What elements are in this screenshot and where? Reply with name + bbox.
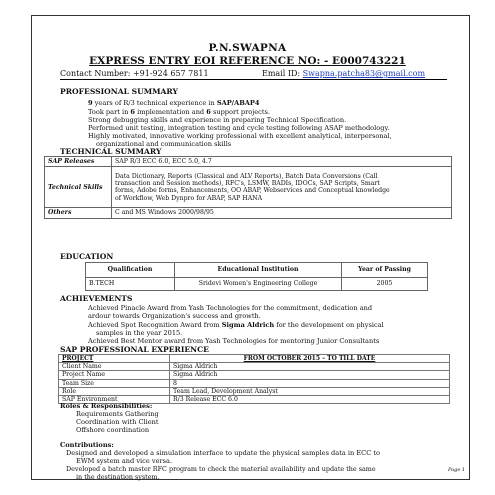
- table-row: [59, 355, 450, 363]
- contribution-line: Developed a batch master RFC program to check the material availability and update the same: [66, 465, 376, 473]
- table-cell: Project Name: [59, 371, 170, 379]
- achievement-line: Achieved Pinacle Award from Yash Technologies for the commitment, dedication and: [88, 304, 373, 312]
- skill-label: Technical Skills: [45, 167, 112, 208]
- achievement-line: ardour towards Organization's success and growth.: [88, 312, 261, 320]
- skill-value: Data Dictionary, Reports (Classical and ALV Reports), Batch Data Conversions (Call transaction and Session methods), RFC's, LSMW, BADIs, IDOCs, SAP Scripts, Smart forms, Adobe forms, Enhancements, OO ABAP, Webservices and Conceptual knowledge of Workflow, Web Dynpro for ABAP, SAP HANA: [112, 167, 452, 208]
- achievement-line: Achieved Best Mentor award from Yash Technologies for mentoring Junior Consultants: [88, 337, 380, 345]
- project-period: FROM OCTOBER 2015 – TO TILL DATE: [170, 355, 450, 363]
- education-table: [85, 262, 428, 291]
- header-divider: [60, 79, 447, 80]
- summary-line: Performed unit testing, integration testing and cycle testing following ASAP methodology.: [88, 124, 390, 132]
- summary-heading: PROFESSIONAL SUMMARY: [60, 87, 178, 96]
- table-row: [59, 363, 450, 371]
- table-cell: 2005: [342, 278, 428, 291]
- reference-number: EXPRESS ENTRY EOI REFERENCE NO: - E000743221: [89, 55, 406, 67]
- skill-value: C and MS Windows 2000/98/95: [112, 208, 452, 218]
- table-cell: 8: [170, 379, 450, 387]
- summary-line: Highly motivated, innovative working professional with excellent analytical, interpersonal,: [88, 132, 392, 140]
- achievement-line: Achieved Spot Recognition Award from Sigma Aldrich for the development on physical: [88, 321, 384, 329]
- column-header: Year of Passing: [342, 263, 428, 278]
- table-row: [45, 157, 452, 167]
- achievement-line: samples in the year 2015.: [96, 329, 183, 337]
- email-link[interactable]: Swapna.patcha83@gmail.com: [302, 69, 426, 78]
- skill-label: Others: [45, 208, 112, 218]
- table-cell: R/3 Release ECC 6.0: [170, 396, 450, 404]
- table-cell: SAP Environment: [59, 396, 170, 404]
- technical-skills-table: [44, 156, 452, 219]
- table-cell: Sigma Aldrich: [170, 363, 450, 371]
- table-row: [59, 371, 450, 379]
- education-heading: EDUCATION: [60, 252, 114, 261]
- project-label: PROJECT: [59, 355, 170, 363]
- table-row: [45, 208, 452, 218]
- table-cell: Sridevi Women's Engineering College: [175, 278, 342, 291]
- table-cell: Team Lead, Development Analyst: [170, 387, 450, 395]
- summary-line: organizational and communication skills: [96, 140, 232, 148]
- contribution-line: in the destination system.: [76, 473, 160, 481]
- table-cell: Team Size: [59, 379, 170, 387]
- page-number: Page 1: [448, 467, 466, 473]
- table-cell: Role: [59, 387, 170, 395]
- roles-heading: Roles & Responsibilities:: [60, 402, 153, 410]
- skill-label: SAP Releases: [45, 157, 112, 167]
- email-label: Email ID:: [262, 69, 303, 78]
- contact-number: Contact Number: +91-924 657 7811: [60, 69, 209, 78]
- table-cell: Sigma Aldrich: [170, 371, 450, 379]
- summary-line: Took part in 6 implementation and 6 support projects.: [88, 108, 271, 116]
- table-row: [59, 387, 450, 395]
- column-header: Educational Institution: [175, 263, 342, 278]
- table-row: [86, 263, 428, 278]
- project-table: [58, 354, 450, 404]
- contribution-line: Designed and developed a simulation interface to update the physical samples data in ECC to: [66, 449, 380, 457]
- table-row: [45, 167, 452, 208]
- role-item: Offshore coordination: [76, 426, 150, 434]
- contribution-line: EWM system and vice versa.: [76, 457, 173, 465]
- candidate-name: P.N.SWAPNA: [208, 42, 287, 54]
- summary-line: 9 years of R/3 technical experience in SAP/ABAP4: [88, 99, 260, 107]
- email-line: [262, 69, 425, 78]
- contributions-heading: Contributions:: [60, 441, 114, 449]
- summary-line: Strong debugging skills and experience in preparing Technical Specification.: [88, 116, 347, 124]
- achievements-heading: ACHIEVEMENTS: [60, 294, 133, 303]
- technical-heading: TECHNICAL SUMMARY: [60, 147, 162, 156]
- table-row: [59, 379, 450, 387]
- table-cell: Client Name: [59, 363, 170, 371]
- experience-heading: SAP PROFESSIONAL EXPERIENCE: [60, 345, 209, 354]
- table-cell: B.TECH: [86, 278, 175, 291]
- role-item: Requirements Gathering: [76, 410, 159, 418]
- column-header: Qualification: [86, 263, 175, 278]
- skill-value: SAP R/3 ECC 6.0, ECC 5.0, 4.7: [112, 157, 452, 167]
- role-item: Coordination with Client: [76, 418, 159, 426]
- table-row: [86, 278, 428, 291]
